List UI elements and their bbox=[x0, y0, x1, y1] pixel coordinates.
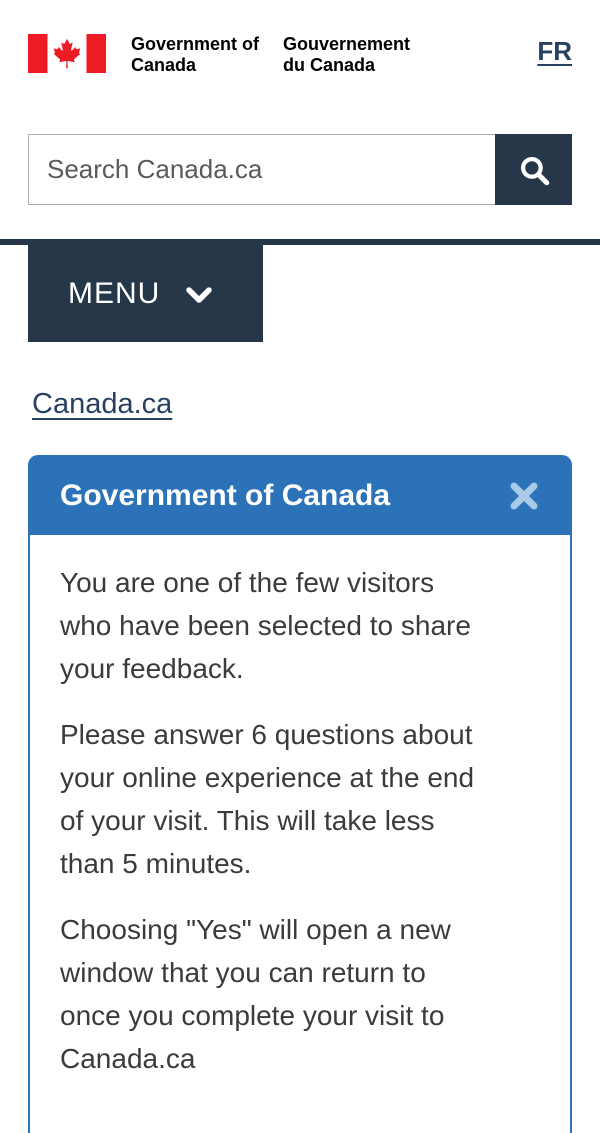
search-button[interactable] bbox=[495, 134, 572, 205]
menu-button[interactable] bbox=[28, 245, 263, 342]
search-input[interactable] bbox=[28, 134, 495, 205]
dialog-paragraph: Please answer 6 questions about your online experience at the end of your visit. This will take less than 5 minutes. bbox=[60, 719, 475, 879]
close-icon bbox=[508, 480, 540, 512]
dialog-header bbox=[30, 457, 570, 535]
language-toggle-link[interactable]: FR bbox=[537, 36, 572, 66]
site-header bbox=[0, 0, 600, 76]
search-bar bbox=[28, 134, 572, 205]
dialog-body bbox=[30, 535, 570, 1133]
breadcrumb bbox=[32, 388, 572, 421]
survey-invitation-dialog bbox=[28, 455, 572, 1133]
menu-bar bbox=[0, 239, 600, 342]
fip-title-english: Government of Canada bbox=[131, 34, 260, 75]
search-icon bbox=[517, 153, 551, 187]
breadcrumb-link-canada[interactable]: Canada.ca bbox=[32, 388, 173, 420]
fip-title-french: Gouvernement du Canada bbox=[283, 34, 411, 75]
chevron-down-icon bbox=[186, 287, 212, 304]
dialog-paragraph: You are one of the few visitors who have been selected to share your feedback. bbox=[60, 567, 471, 684]
dialog-title: Government of Canada bbox=[60, 479, 391, 512]
close-button[interactable] bbox=[508, 480, 540, 512]
menu-button-label: MENU bbox=[68, 276, 161, 310]
canada-flag-icon bbox=[28, 34, 106, 73]
dialog-paragraph: Choosing "Yes" will open a new window that you can return to once you complete your visit to Canada.ca bbox=[60, 914, 451, 1074]
